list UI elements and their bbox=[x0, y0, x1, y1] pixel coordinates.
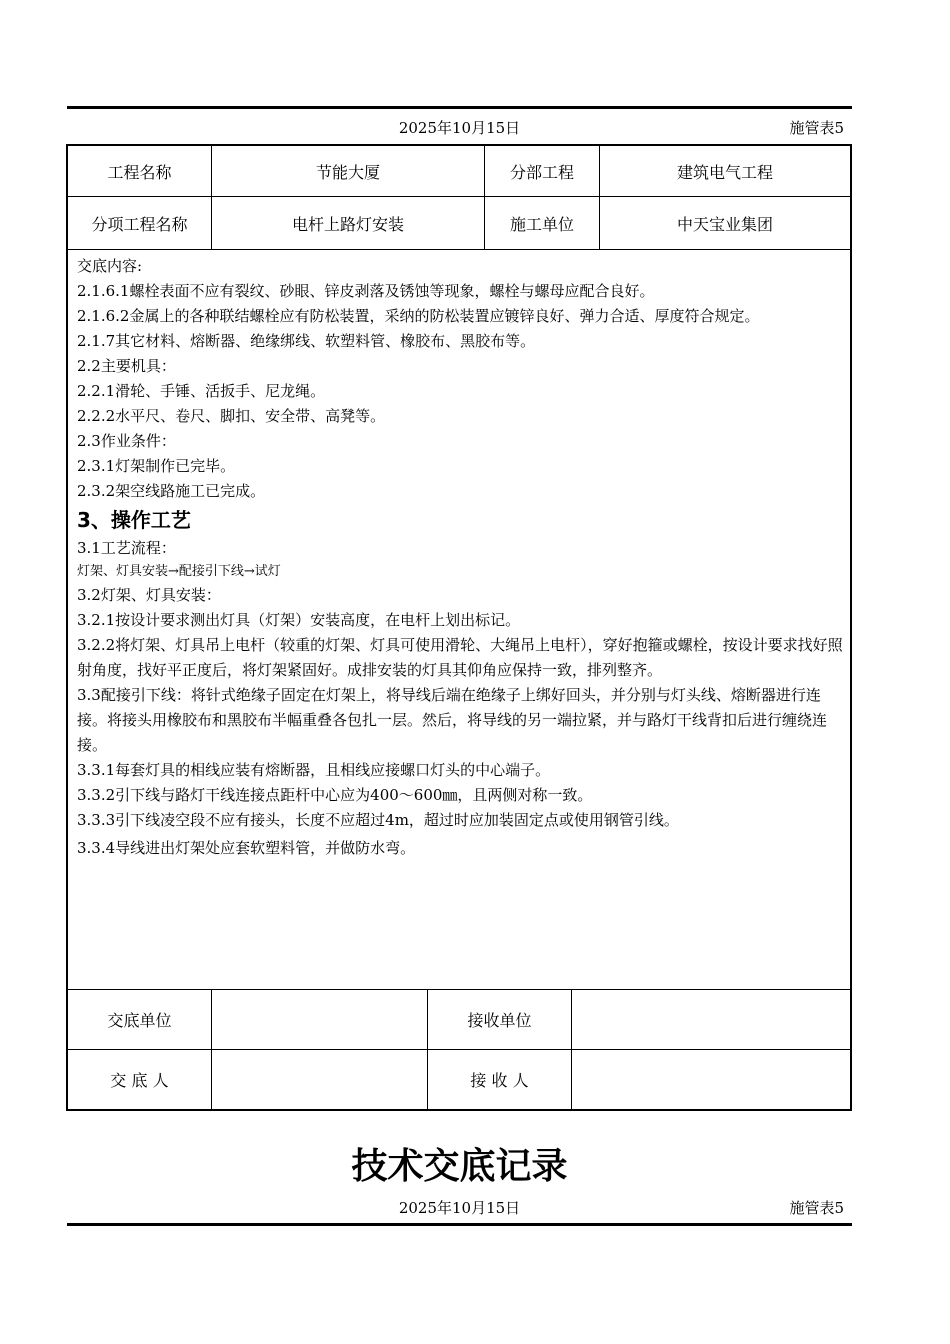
next-date: 2025年10月15日 bbox=[398, 1199, 521, 1217]
page-title: 技术交底记录 bbox=[351, 1146, 568, 1187]
header-form-number: 施管表5 bbox=[789, 119, 844, 137]
project-name-label: 工程名称 bbox=[107, 162, 172, 182]
content-line: 3.3.3引下线凌空段不应有接头，长度不应超过4m，超过时应加装固定点或使用钢管引线。 bbox=[77, 811, 679, 829]
content-line: 3.2.1按设计要求测出灯具（灯架）安装高度，在电杆上划出标记。 bbox=[77, 611, 521, 629]
receiver-unit-value bbox=[572, 990, 850, 1049]
division-value: 建筑电气工程 bbox=[676, 162, 773, 182]
handover-unit-value bbox=[212, 990, 427, 1049]
content-line: 2.3.1灯架制作已完毕。 bbox=[77, 457, 236, 475]
handover-person-value bbox=[212, 1050, 427, 1109]
record-table bbox=[66, 144, 852, 1111]
subitem-value: 电杆上路灯安装 bbox=[291, 214, 404, 234]
content-line: 2.2.2水平尺、卷尺、脚扣、安全带、高凳等。 bbox=[77, 407, 386, 425]
next-form-number: 施管表5 bbox=[789, 1199, 844, 1217]
project-name-value: 节能大厦 bbox=[315, 162, 380, 182]
receiver-person-value bbox=[572, 1050, 850, 1109]
section-heading: 3、操作工艺 bbox=[77, 508, 191, 532]
handover-person-label: 交 底 人 bbox=[110, 1071, 169, 1090]
contractor-value: 中天宝业集团 bbox=[676, 214, 773, 234]
header-date: 2025年10月15日 bbox=[398, 119, 521, 137]
process-flow: 灯架、灯具安装→配接引下线→试灯 bbox=[77, 564, 281, 579]
content-line: 2.1.6.2金属上的各种联结螺栓应有防松装置，采纳的防松装置应镀锌良好、弹力合适、厚度符合规定。 bbox=[77, 307, 760, 325]
header-dateline bbox=[67, 117, 852, 141]
content-line: 2.2.1滑轮、手锤、活扳手、尼龙绳。 bbox=[77, 382, 326, 400]
content-line: 3.3.2引下线与路灯干线连接点距杆中心应为400～600㎜，且两侧对称一致。 bbox=[77, 786, 593, 804]
content-line: 3.3.1每套灯具的相线应装有熔断器，且相线应接螺口灯头的中心端子。 bbox=[77, 761, 551, 779]
content-line: 2.3作业条件： bbox=[77, 432, 176, 450]
grid-line bbox=[68, 249, 850, 250]
subitem-label: 分项工程名称 bbox=[91, 214, 188, 234]
content-line: 3.2灯架、灯具安装： bbox=[77, 586, 221, 604]
bottom-rule bbox=[67, 1223, 852, 1226]
content-intro: 交底内容: bbox=[77, 257, 143, 275]
content-line: 2.3.2架空线路施工已完成。 bbox=[77, 482, 266, 500]
content-line: 2.1.6.1螺栓表面不应有裂纹、砂眼、锌皮剥落及锈蚀等现象，螺栓与螺母应配合良好。 bbox=[77, 282, 655, 300]
receiver-unit-label: 接收单位 bbox=[467, 1011, 532, 1030]
receiver-person-label: 接 收 人 bbox=[470, 1071, 529, 1090]
content-line: 2.2主要机具： bbox=[77, 357, 176, 375]
next-dateline bbox=[67, 1197, 852, 1221]
content-paragraph: 3.2.2将灯架、灯具吊上电杆（较重的灯架、灯具可使用滑轮、大绳吊上电杆），穿好抱箍或螺栓，按设计要求找好照射角度，找好平正度后，将灯架紧固好。成排安装的灯具其仰角应保持一致，排列整齐。 bbox=[77, 636, 843, 679]
contractor-label: 施工单位 bbox=[509, 214, 574, 234]
division-label: 分部工程 bbox=[509, 162, 574, 182]
handover-content bbox=[77, 254, 847, 861]
content-line: 3.3.4导线进出灯架处应套软塑料管，并做防水弯。 bbox=[77, 839, 416, 857]
content-line: 2.1.7其它材料、熔断器、绝缘绑线、软塑料管、橡胶布、黑胶布等。 bbox=[77, 332, 536, 350]
handover-unit-label: 交底单位 bbox=[107, 1011, 172, 1030]
content-paragraph: 3.3配接引下线：将针式绝缘子固定在灯架上，将导线后端在绝缘子上绑好回头，并分别与灯头线、熔断器进行连接。将接头用橡胶布和黑胶布半幅重叠各包扎一层。然后，将导线的另一端拉紧，并与路灯干线背扣后进行缠绕连接。 bbox=[77, 686, 828, 754]
top-rule bbox=[67, 106, 852, 109]
content-line: 3.1工艺流程： bbox=[77, 539, 176, 557]
